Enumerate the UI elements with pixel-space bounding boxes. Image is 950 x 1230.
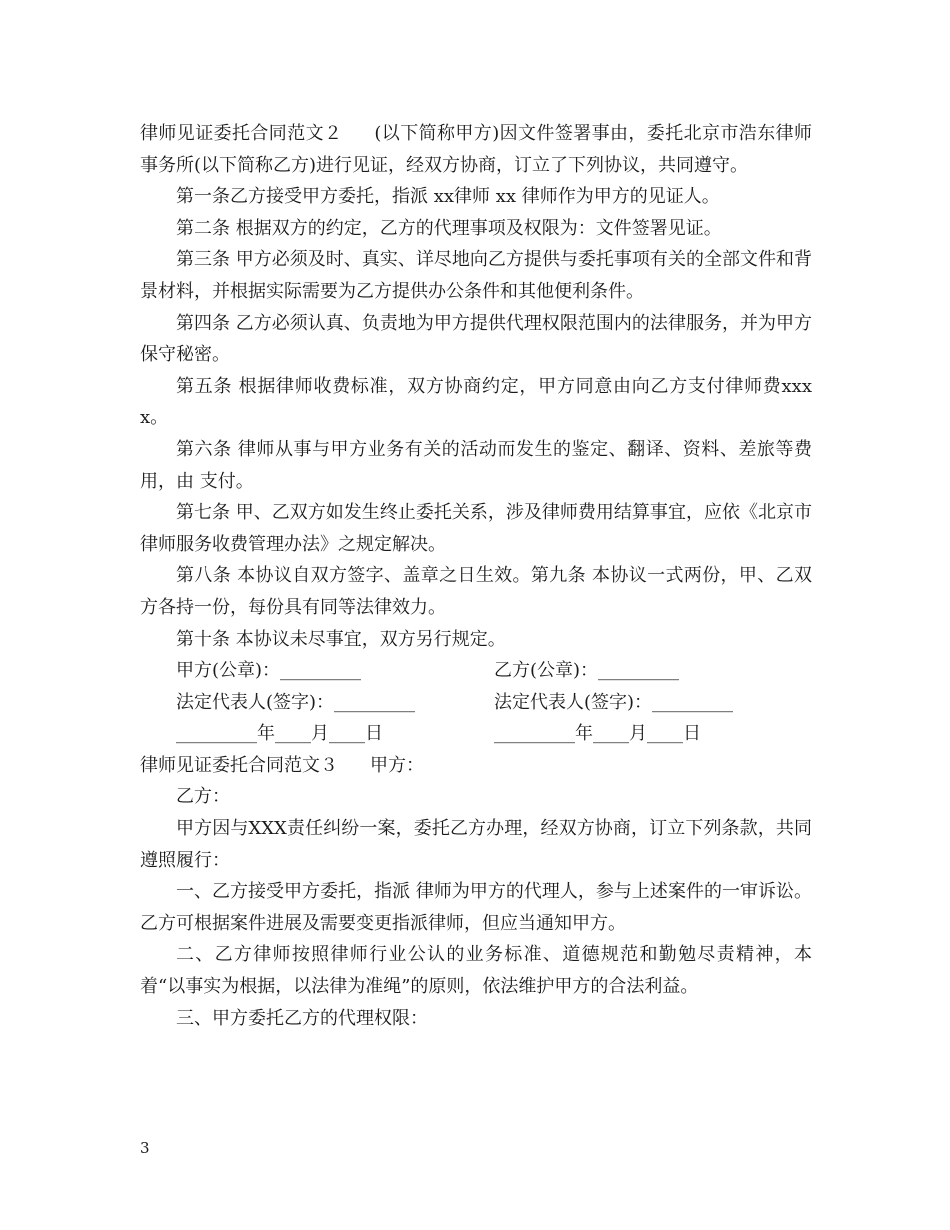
section3-party-a: 甲方：	[370, 754, 424, 776]
section3-heading: 律师见证委托合同范文３	[140, 754, 338, 776]
article-8-9: 第八条 本协议自双方签字、盖章之日生效。第九条 本协议一式两份，甲、乙双方各持一份，每份具有同等法律效力。	[140, 565, 812, 618]
article-7: 第七条 甲、乙双方如发生终止委托关系，涉及律师费用结算事宜，应依《北京市律师服务收费管理办法》之规定解决。	[140, 502, 812, 555]
section3-party-b: 乙方：	[176, 786, 230, 808]
party-a-seal-line: 甲方(公章)：_________	[176, 660, 362, 682]
article-2: 第二条 根据双方的约定，乙方的代理事项及权限为：文件签署见证。	[176, 217, 722, 239]
section3-paragraph-4: 三、甲方委托乙方的代理权限：	[176, 1007, 428, 1029]
article-10: 第十条 本协议未尽事宜，双方另行规定。	[176, 628, 506, 650]
party-b-date-line: _________年____月____日	[494, 723, 701, 745]
signature-row-seal	[140, 655, 812, 687]
section2-intro-paragraph	[140, 118, 812, 181]
article-5: 第五条 根据律师收费标准，双方协商约定，甲方同意由向乙方支付律师费xxxx。	[140, 375, 812, 429]
signature-row-date	[140, 718, 812, 750]
party-a-date-line: _________年____月____日	[176, 723, 383, 745]
section3-paragraph-2: 一、乙方接受甲方委托，指派 律师为甲方的代理人，参与上述案件的一审诉讼。乙方可根据案件进展及需要变更指派律师，但应当通知甲方。	[140, 881, 812, 934]
party-b-representative-line: 法定代表人(签字)：_________	[494, 691, 734, 713]
section3-heading-line	[140, 750, 812, 782]
article-1: 第一条乙方接受甲方委托，指派 xx律师 xx 律师作为甲方的见证人。	[176, 186, 720, 208]
party-b-seal-line: 乙方(公章)：_________	[494, 660, 680, 682]
page-number: 3	[140, 1139, 150, 1157]
article-6: 第六条 律师从事与甲方业务有关的活动而发生的鉴定、翻译、资料、差旅等费用，由 支付。	[140, 438, 812, 492]
section2-intro-text: (以下简称甲方)因文件签署事由，委托北京市浩东律师事务所(以下简称乙方)进行见证，经双方协商，订立了下列协议，共同遵守。	[140, 123, 813, 176]
party-a-representative-line: 法定代表人(签字)：_________	[176, 691, 416, 713]
article-3: 第三条 甲方必须及时、真实、详尽地向乙方提供与委托事项有关的全部文件和背景材料，并根据实际需要为乙方提供办公条件和其他便利条件。	[140, 249, 812, 302]
section3-paragraph-1: 甲方因与XXX责任纠纷一案，委托乙方办理，经双方协商，订立下列条款，共同遵照履行：	[140, 818, 812, 871]
document-body	[140, 118, 812, 1034]
section2-heading: 律师见证委托合同范文２	[140, 123, 343, 144]
section3-paragraph-3: 二、乙方律师按照律师行业公认的业务标准、道德规范和勤勉尽责精神，本着“以事实为根据，以法律为准绳”的原则，依法维护甲方的合法利益。	[140, 944, 812, 998]
article-4: 第四条 乙方必须认真、负责地为甲方提供代理权限范围内的法律服务，并为甲方保守秘密。	[140, 312, 812, 366]
signature-row-representative	[140, 687, 812, 719]
